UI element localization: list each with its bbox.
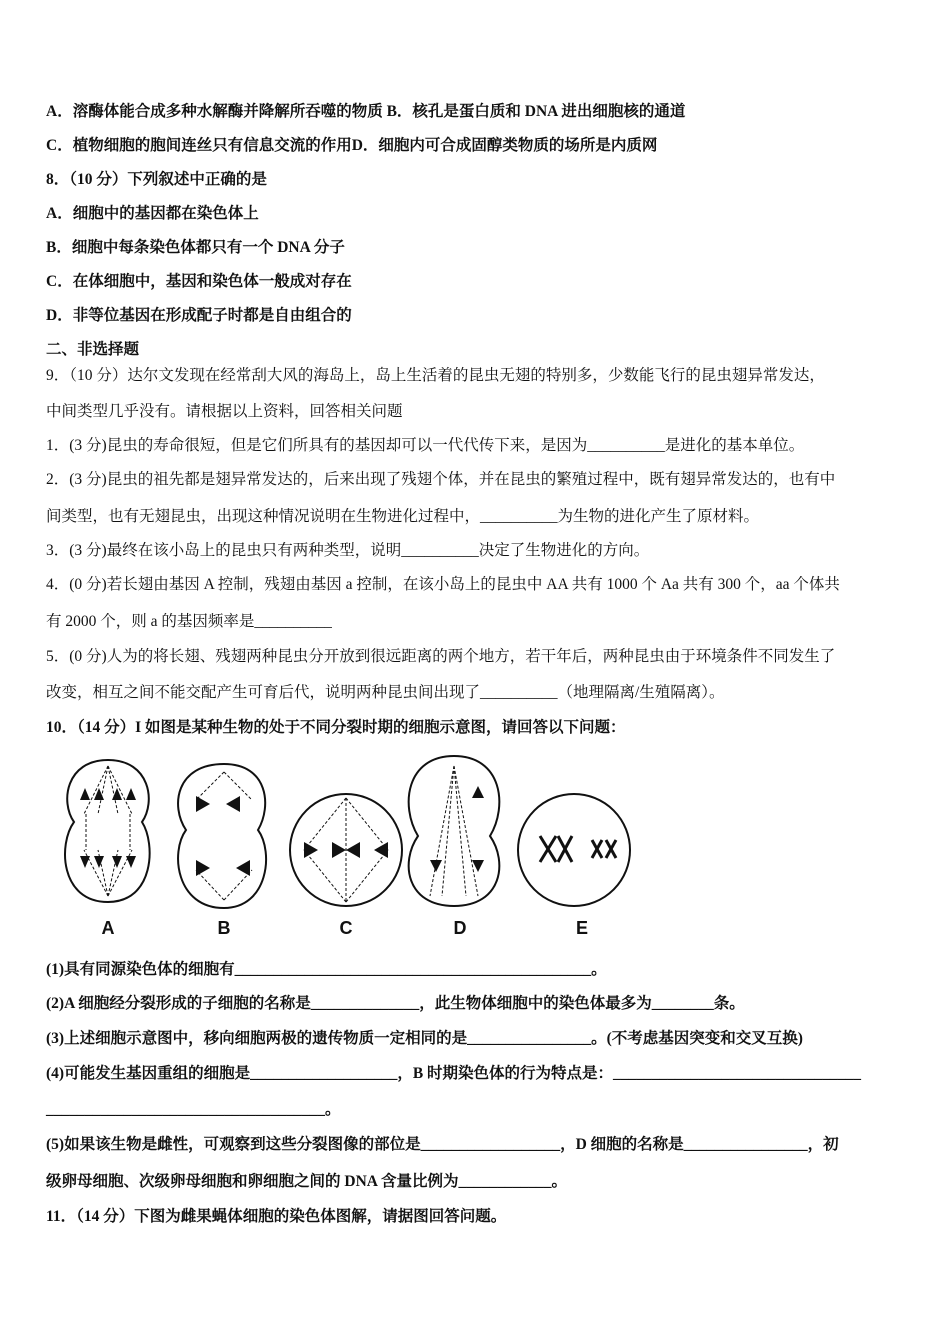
sub-question: (5)如果该生物是雌性，可观察到这些分裂图像的部位是__________________，D 细胞的名称是________________，初	[46, 1136, 839, 1153]
figure-label-c: C	[339, 918, 353, 938]
cell-d-drawing	[409, 756, 500, 906]
option-line: A．溶酶体能合成多种水解酶并降解所吞噬的物质 B．核孔是蛋白质和 DNA 进出细胞核的通道	[46, 103, 686, 120]
sub-question-cont: 改变，相互之间不能交配产生可育后代，说明两种昆虫间出现了__________（地理隔离/生殖隔离）。	[46, 684, 725, 701]
option-line: A．细胞中的基因都在染色体上	[46, 205, 259, 222]
sub-question-cont: ____________________________________。	[46, 1101, 341, 1118]
cell-b-drawing	[178, 764, 266, 908]
figure-label-e: E	[575, 918, 589, 938]
cell-a-drawing	[65, 760, 150, 902]
sub-question: 4．(0 分)若长翅由基因 A 控制，残翅由基因 a 控制，在该小岛上的昆虫中 AA 共有 1000 个 Aa 共有 300 个，aa 个体共	[46, 576, 840, 593]
sub-question: 3．(3 分)最终在该小岛上的昆虫只有两种类型，说明__________决定了生物进化的方向。	[46, 542, 650, 559]
figure-label-b: B	[217, 918, 231, 938]
option-line: D．非等位基因在形成配子时都是自由组合的	[46, 307, 352, 324]
sub-question: (1)具有同源染色体的细胞有______________________________________________。	[46, 961, 607, 978]
sub-question: 5．(0 分)人为的将长翅、残翅两种昆虫分开放到很远距离的两个地方，若干年后，两种昆虫由于环境条件不同发生了	[46, 648, 836, 665]
sub-question: (3)上述细胞示意图中，移向细胞两极的遗传物质一定相同的是________________。(不考虑基因突变和交叉互换)	[46, 1030, 803, 1047]
sub-question: (4)可能发生基因重组的细胞是___________________，B 时期染色体的行为特点是：________________________________	[46, 1065, 862, 1082]
cell-c-drawing	[290, 794, 402, 906]
figure-label-d: D	[453, 918, 467, 938]
sub-question: 1．(3 分)昆虫的寿命很短，但是它们所具有的基因却可以一代代传下来，是因为__________是进化的基本单位。	[46, 437, 805, 454]
sub-question-cont: 间类型，也有无翅昆虫，出现这种情况说明在生物进化过程中，__________为生物的进化产生了原材料。	[46, 508, 760, 525]
sub-question-cont: 有 2000 个，则 a 的基因频率是__________	[46, 613, 332, 630]
question-9-stem: 9．（10 分）达尔文发现在经常刮大风的海岛上，岛上生活着的昆虫无翅的特别多，少数能飞行的昆虫翅异常发达，	[46, 367, 825, 384]
question-9-stem-cont: 中间类型几乎没有。请根据以上资料，回答相关问题	[46, 403, 403, 420]
cell-e-drawing	[518, 794, 630, 906]
section-heading: 二、非选择题	[46, 341, 140, 358]
question-10-stem: 10．（14 分）I 如图是某种生物的处于不同分裂时期的细胞示意图，请回答以下问题：	[46, 719, 626, 736]
cell-division-figure	[46, 752, 646, 942]
question-11-stem: 11．（14 分）下图为雌果蝇体细胞的染色体图解，请据图回答问题。	[46, 1208, 507, 1225]
option-line: C．植物细胞的胞间连丝只有信息交流的作用D．细胞内可合成固醇类物质的场所是内质网	[46, 137, 658, 154]
sub-question: (2)A 细胞经分裂形成的子细胞的名称是______________，此生物体细胞中的染色体最多为________条。	[46, 995, 745, 1012]
sub-question-cont: 级卵母细胞、次级卵母细胞和卵细胞之间的 DNA 含量比例为____________。	[46, 1173, 567, 1190]
option-line: B．细胞中每条染色体都只有一个 DNA 分子	[46, 239, 345, 256]
sub-question: 2．(3 分)昆虫的祖先都是翅异常发达的，后来出现了残翅个体，并在昆虫的繁殖过程中，既有翅异常发达的，也有中	[46, 471, 836, 488]
figure-label-a: A	[101, 918, 115, 938]
question-8-stem	[46, 170, 267, 190]
option-line: C．在体细胞中，基因和染色体一般成对存在	[46, 273, 352, 290]
question-8-number: 8．（10 分）下列叙述中正确的是	[46, 171, 267, 188]
